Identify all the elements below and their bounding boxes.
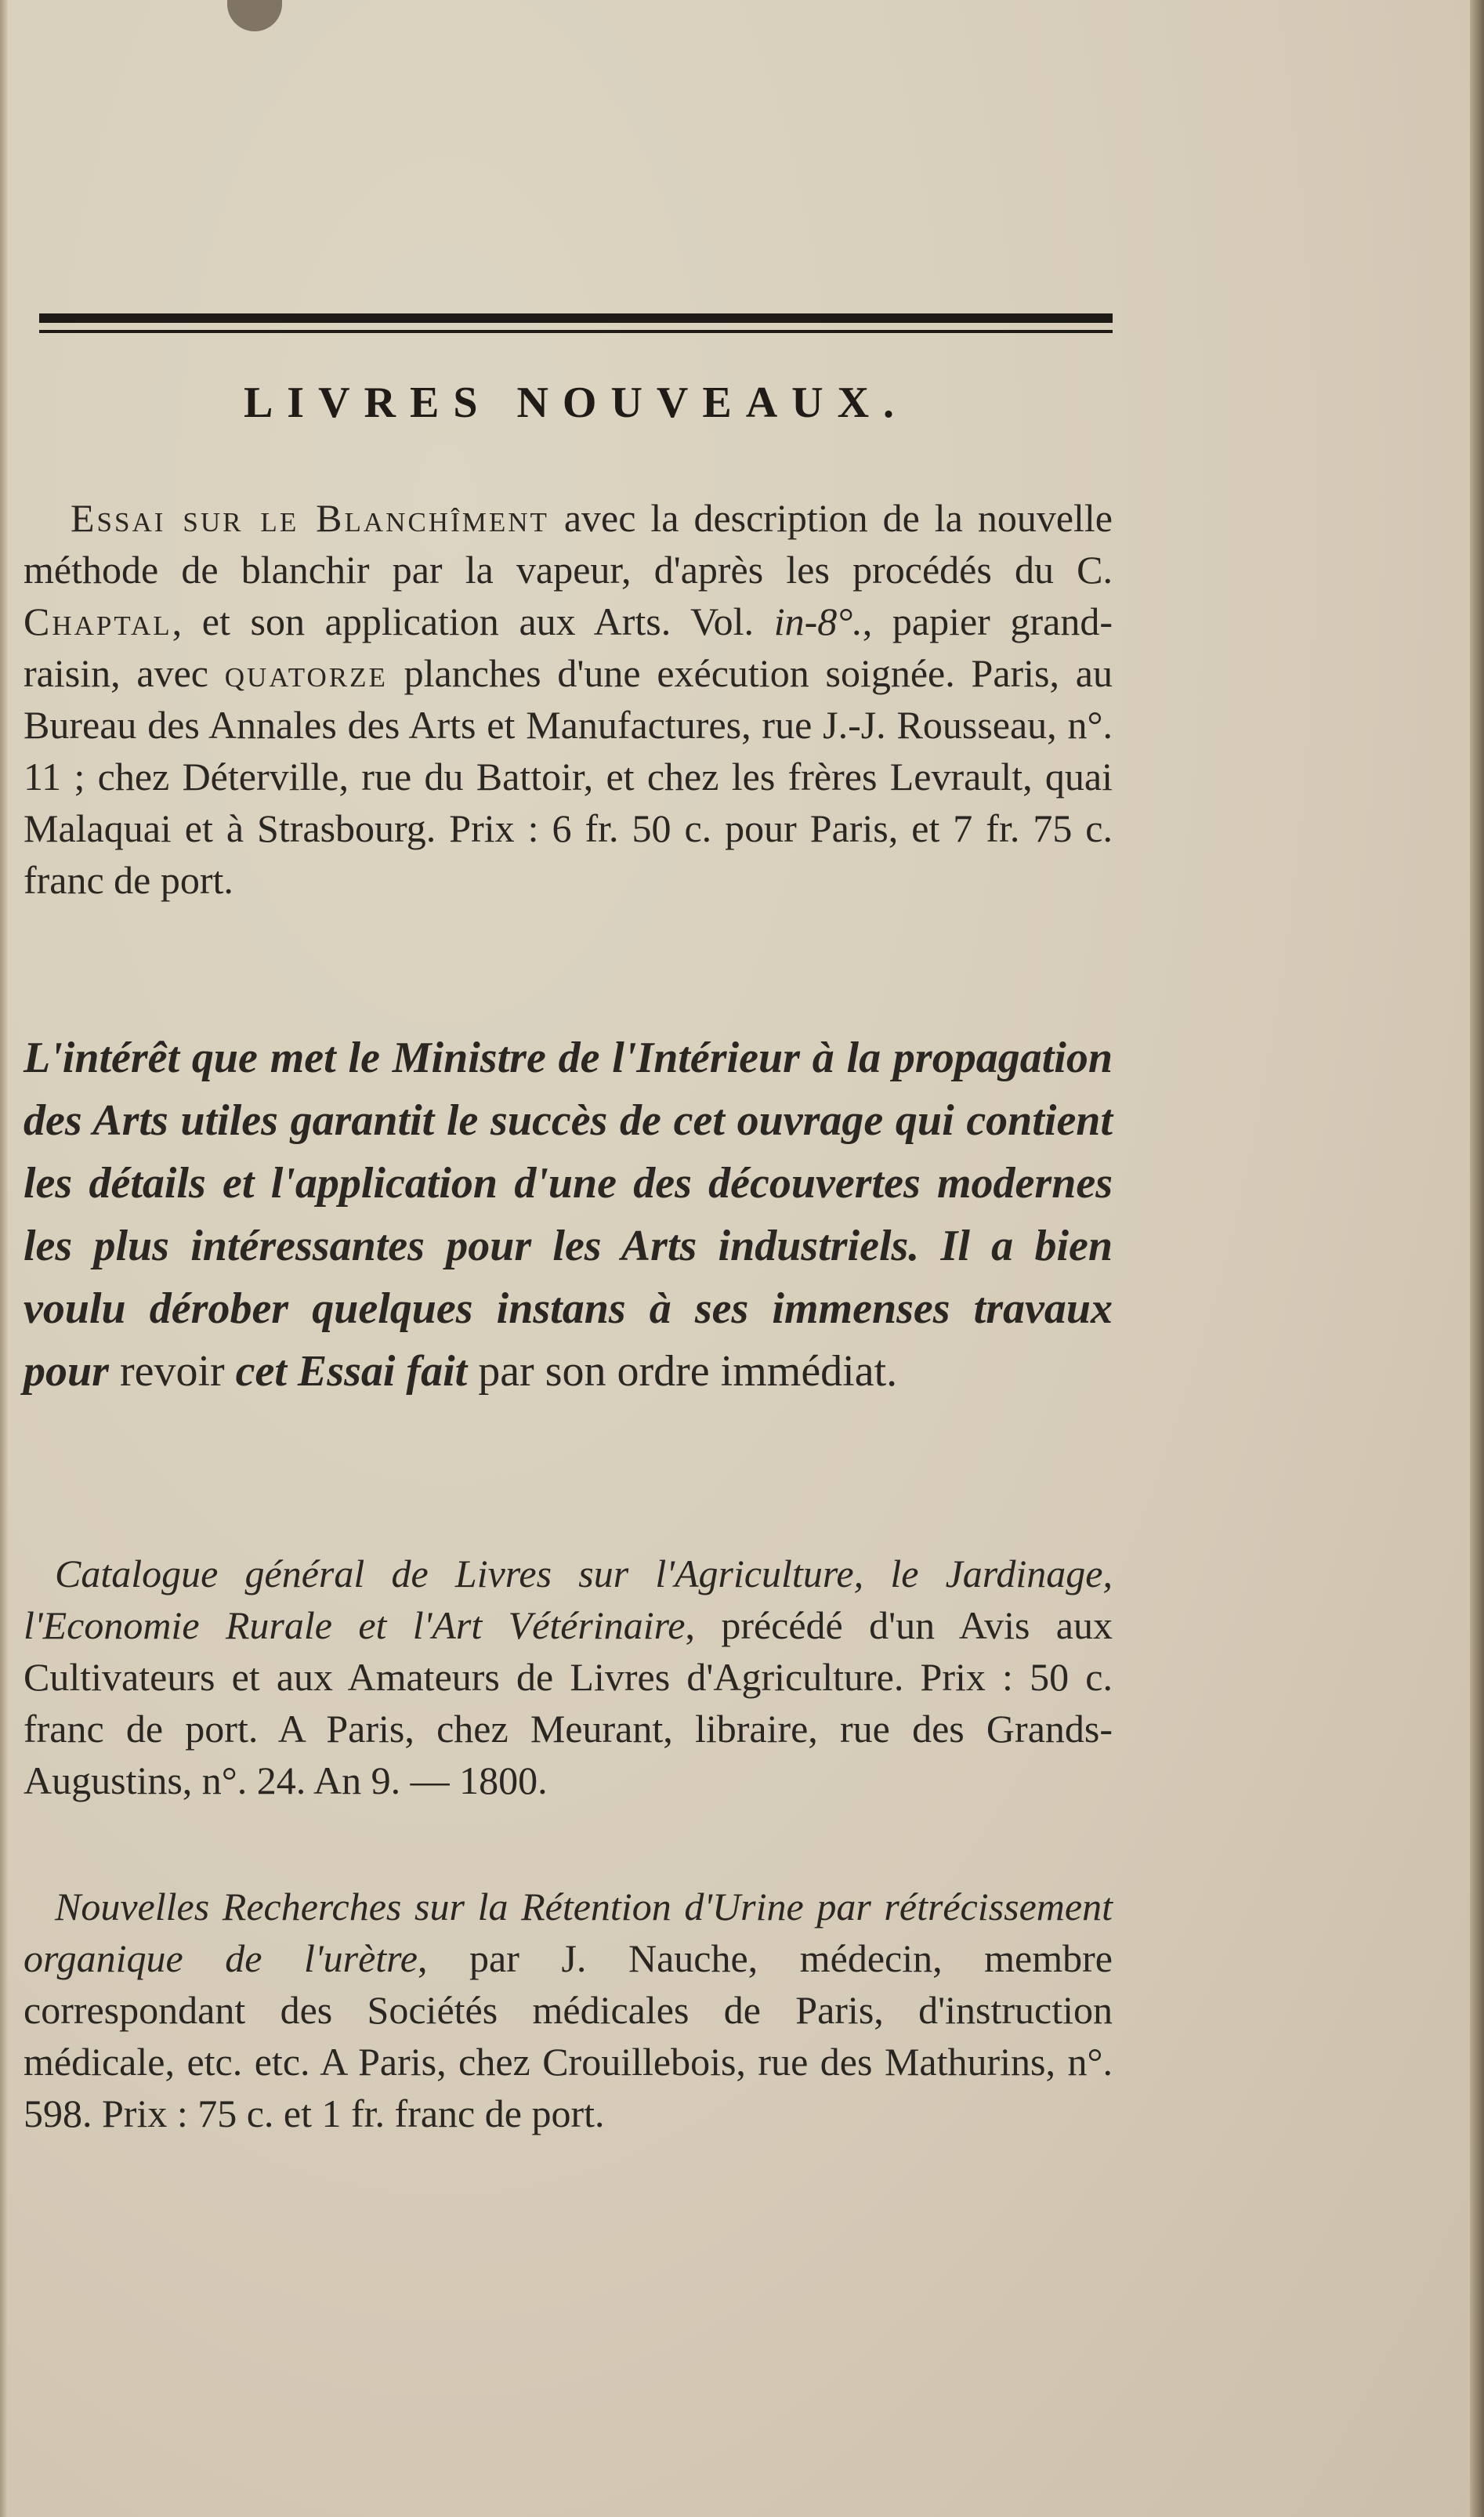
entry-text-a: avec la description de la nouvelle méthode de blanchir par la vapeur, d'après les procédés du C.	[24, 496, 1113, 592]
section-heading: LIVRES NOUVEAUX.	[243, 378, 909, 427]
catalogue-title: Catalogue général de Livres sur l'Agriculture, le Jardinage, l'Economie Rurale et l'Art Vétérinaire	[24, 1552, 1113, 1647]
commentary-paragraph	[24, 1027, 1113, 1403]
catalogue-text: , précédé d'un Avis aux Cultivateurs et aux Amateurs de Livres d'Agriculture. Prix : 50 c. franc de port. A Paris, chez Meurant, libraire, rue des Grands-Augustins, n°. 24. An 9. — 1800.	[24, 1603, 1113, 1802]
header-rule-thick	[39, 313, 1113, 323]
entry-recherches	[24, 1881, 1113, 2139]
header-rule-thin	[39, 330, 1113, 333]
commentary-italic-b: cet Essai fait	[235, 1347, 468, 1396]
entry-author: Chaptal	[24, 599, 172, 643]
entry-catalogue	[24, 1548, 1113, 1806]
entry-text-b: , et son application aux Arts. Vol.	[172, 599, 774, 643]
entry-format: in-8°.	[773, 599, 863, 643]
recherches-text: , par J. Nauche, médecin, membre correspondant des Sociétés médicales de Paris, d'instruction médicale, etc. etc. A Paris, chez Crouillebois, rue des Mathurins, n°. 598. Prix : 75 c. et 1 fr. franc de port.	[24, 1936, 1113, 2135]
entry-quantity: quatorze	[224, 651, 388, 695]
entry-text-d: planches d'une exécution soignée. Paris, au Bureau des Annales des Arts et Manufactures, rue J.-J. Rousseau, n°. 11 ; chez Déterville, rue du Battoir, et chez les frères Levrault, quai Malaquai et à Strasbourg. Prix : 6 fr. 50 c. pour Paris, et 7 fr. 75 c. franc de port.	[24, 651, 1113, 902]
recherches-title: Nouvelles Recherches sur la Rétention d'Urine par rétrécissement organique de l'urètre	[24, 1885, 1113, 1980]
commentary-italic: L'intérêt que met le Ministre de l'Intérieur à la propagation des Arts utiles garantit le succès de cet ouvrage qui contient les détails et l'application d'une des découvertes modernes les plus intéressantes pour les Arts industriels. Il a bien voulu dérober quelques instans à ses immenses travaux pour	[24, 1034, 1113, 1396]
entry-essai-blanchiment	[24, 492, 1113, 906]
page-right-edge	[1470, 0, 1484, 2517]
commentary-roman-b: par son ordre immédiat.	[467, 1347, 898, 1396]
page-left-edge	[0, 0, 8, 2517]
commentary-roman-a: revoir	[108, 1347, 236, 1396]
entry-title: Essai sur le Blanchîment	[71, 496, 549, 540]
entry-text-c: , papier grand-raisin, avec	[24, 599, 1113, 695]
